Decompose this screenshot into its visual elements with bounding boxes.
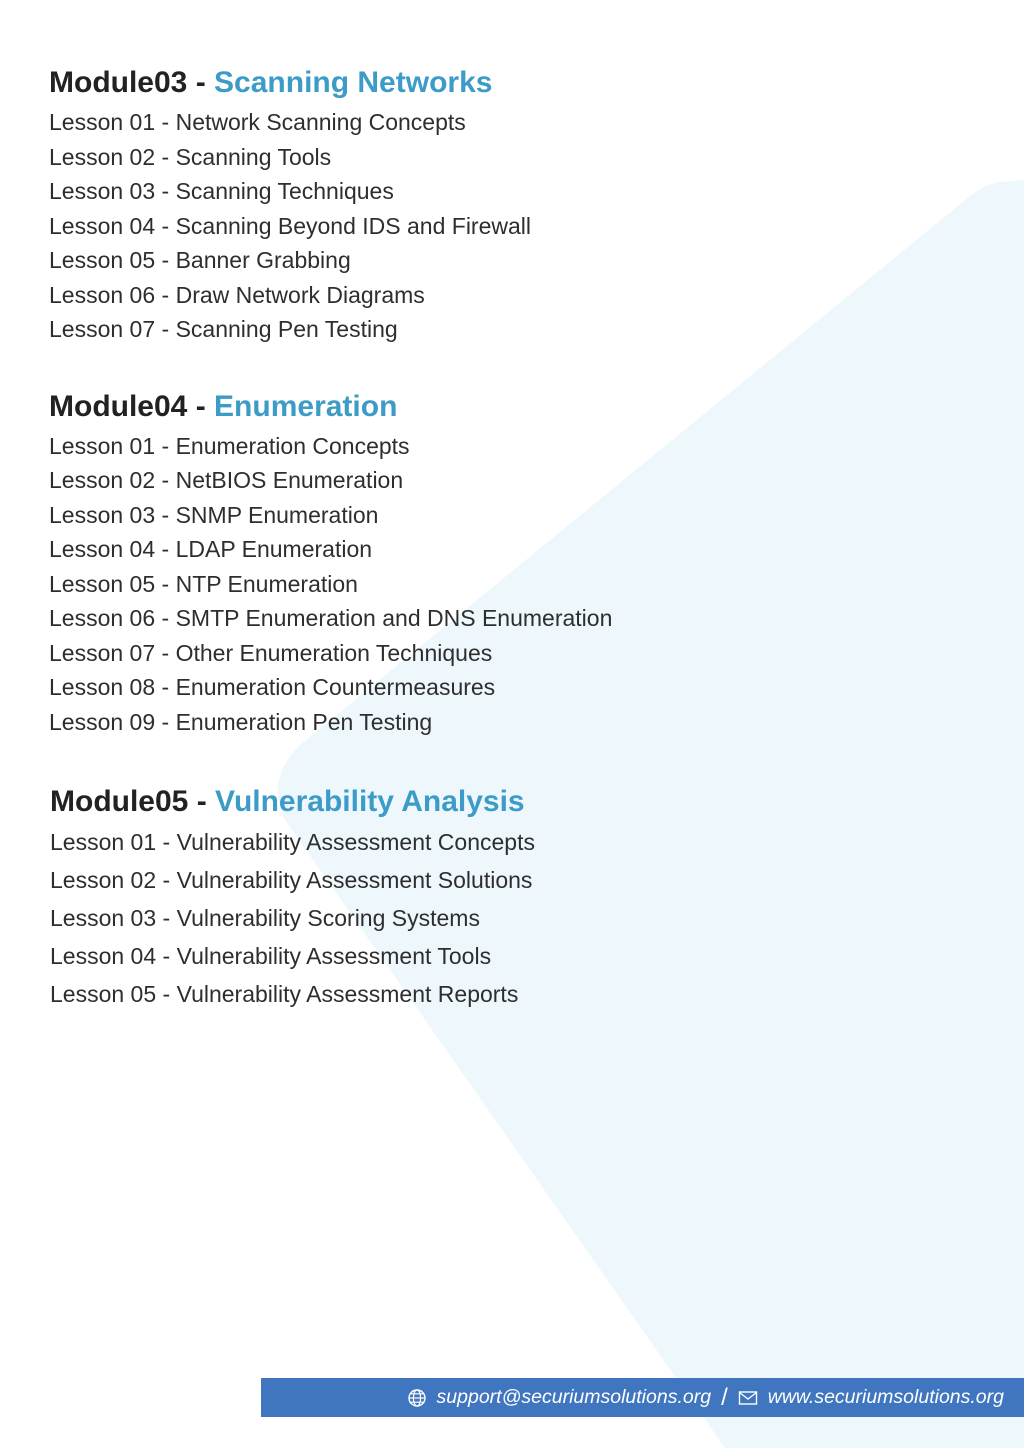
footer-email[interactable]: [407, 1386, 712, 1409]
lesson-item: Lesson 04 - Vulnerability Assessment Tools: [50, 943, 492, 969]
lesson-item: Lesson 06 - Draw Network Diagrams: [49, 281, 425, 308]
module-05-section: [50, 781, 612, 1013]
module-04-section: [49, 386, 612, 740]
lesson-item: Lesson 03 - Scanning Techniques: [49, 178, 394, 204]
module-05-heading: [50, 781, 612, 823]
module-05-label: Module05: [50, 785, 189, 818]
module-04-label: Module04: [49, 389, 188, 423]
module-04-topic: Enumeration: [214, 389, 398, 423]
module-05-separator: -: [196, 785, 207, 818]
lesson-item: Lesson 07 - Scanning Pen Testing: [49, 316, 398, 342]
lesson-item: Lesson 01 - Network Scanning Concepts: [49, 109, 466, 135]
lesson-item: Lesson 04 - Scanning Beyond IDS and Firewall: [49, 212, 532, 239]
module-04-heading: [49, 386, 612, 428]
lesson-item: Lesson 06 - SMTP Enumeration and DNS Enumeration: [49, 605, 613, 631]
envelope-icon: [738, 1390, 758, 1406]
globe-icon: [407, 1388, 427, 1408]
lesson-item: Lesson 03 - SNMP Enumeration: [49, 501, 379, 528]
lesson-item: Lesson 03 - Vulnerability Scoring Systems: [50, 905, 480, 931]
lesson-item: Lesson 07 - Other Enumeration Techniques: [49, 639, 493, 666]
module-03-separator: -: [195, 66, 206, 99]
lesson-item: Lesson 04 - LDAP Enumeration: [49, 536, 373, 562]
module-list: [49, 62, 612, 1013]
module-05-topic: Vulnerability Analysis: [215, 785, 525, 818]
lesson-item: Lesson 01 - Vulnerability Assessment Concepts: [50, 829, 535, 855]
footer-divider: /: [721, 1383, 728, 1411]
module-03-heading: [49, 62, 612, 104]
module-03-topic: Scanning Networks: [214, 66, 493, 99]
footer-website[interactable]: [738, 1386, 1004, 1409]
module-03-lessons: [49, 105, 612, 347]
module-05-lessons: [50, 823, 612, 1013]
footer-website-text: www.securiumsolutions.org: [767, 1386, 1004, 1408]
lesson-item: Lesson 08 - Enumeration Countermeasures: [49, 674, 496, 700]
lesson-item: Lesson 02 - Vulnerability Assessment Solutions: [50, 867, 533, 893]
module-04-lessons: [49, 429, 612, 740]
module-03-section: [49, 62, 612, 347]
module-03-label: Module03: [49, 66, 188, 99]
lesson-item: Lesson 09 - Enumeration Pen Testing: [49, 708, 433, 735]
footer-email-text: support@securiumsolutions.org: [436, 1386, 712, 1408]
lesson-item: Lesson 02 - NetBIOS Enumeration: [49, 467, 404, 493]
contact-footer: [261, 1378, 1024, 1417]
lesson-item: Lesson 05 - Vulnerability Assessment Reports: [50, 981, 519, 1007]
lesson-item: Lesson 05 - NTP Enumeration: [49, 570, 358, 597]
lesson-item: Lesson 02 - Scanning Tools: [49, 143, 332, 170]
lesson-item: Lesson 01 - Enumeration Concepts: [49, 432, 410, 459]
lesson-item: Lesson 05 - Banner Grabbing: [49, 247, 351, 273]
module-04-separator: -: [195, 389, 206, 423]
